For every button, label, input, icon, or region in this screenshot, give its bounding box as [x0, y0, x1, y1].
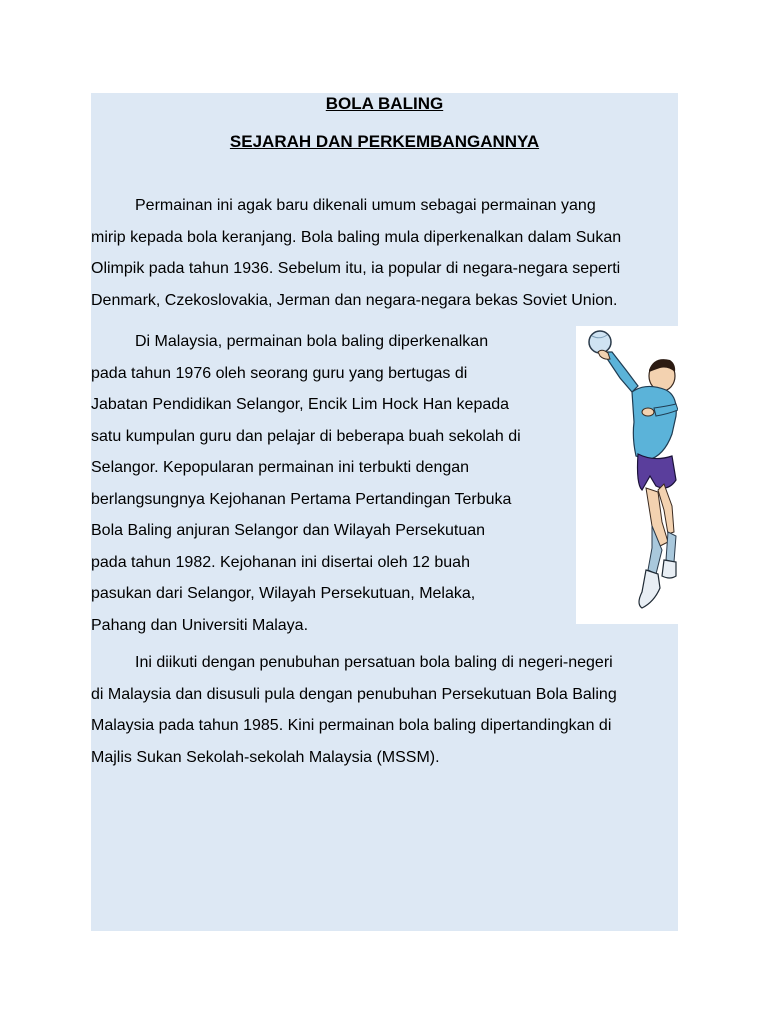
paragraph-line: Olimpik pada tahun 1936. Sebelum itu, ia popular di negara-negara seperti	[91, 260, 621, 277]
paragraph-line: mirip kepada bola keranjang. Bola baling mula diperkenalkan dalam Sukan	[91, 228, 622, 246]
paragraph-line: Jabatan Pendidikan Selangor, Encik Lim Hock Han kepada	[91, 396, 510, 413]
paragraph-line: Di Malaysia, permainan bola baling diperkenalkan	[135, 333, 489, 350]
paragraph-line: Selangor. Kepopularan permainan ini terbukti dengan	[91, 459, 470, 476]
paragraph-line: pada tahun 1982. Kejohanan ini disertai oleh 12 buah	[91, 553, 470, 571]
document-subtitle: SEJARAH DAN PERKEMBANGANNYA	[229, 132, 540, 151]
handball-player-icon	[576, 326, 678, 624]
paragraph-line: Permainan ini agak baru dikenali umum sebagai permainan yang	[135, 197, 596, 214]
handball-player-illustration	[576, 326, 678, 624]
paragraph-3	[91, 647, 678, 773]
paragraph-line: satu kumpulan guru dan pelajar di beberapa buah sekolah di	[91, 427, 521, 445]
paragraph-line: Majlis Sukan Sekolah-sekolah Malaysia (MSSM).	[91, 748, 440, 766]
paragraph-1	[91, 190, 678, 316]
paragraph-line: Bola Baling anjuran Selangor dan Wilayah Persekutuan	[91, 522, 486, 539]
paragraph-line: pasukan dari Selangor, Wilayah Persekutuan, Melaka,	[91, 585, 476, 602]
paragraph-line: Malaysia pada tahun 1985. Kini permainan bola baling dipertandingkan di	[91, 717, 612, 734]
paragraph-line: Pahang dan Universiti Malaya.	[91, 616, 309, 634]
paragraph-line: di Malaysia dan disusuli pula dengan penubuhan Persekutuan Bola Baling	[91, 685, 617, 703]
document-title: BOLA BALING	[325, 94, 444, 113]
paragraph-line: Denmark, Czekoslovakia, Jerman dan negara-negara bekas Soviet Union.	[91, 291, 618, 309]
paragraph-line: berlangsungnya Kejohanan Pertama Pertandingan Terbuka	[91, 490, 512, 508]
paragraph-2	[91, 326, 571, 641]
paragraph-line: Ini diikuti dengan penubuhan persatuan bola baling di negeri-negeri	[135, 654, 613, 671]
paragraph-line: pada tahun 1976 oleh seorang guru yang bertugas di	[91, 364, 468, 382]
